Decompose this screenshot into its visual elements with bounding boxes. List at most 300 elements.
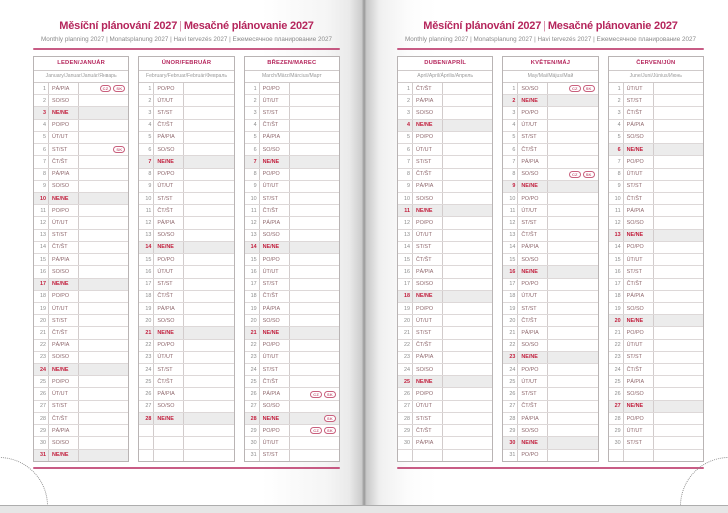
day-number: 28	[245, 413, 260, 424]
day-row	[34, 279, 128, 291]
notes-cell	[654, 376, 703, 387]
day-row	[503, 83, 597, 95]
day-weekday: ÚT/UT	[413, 144, 443, 155]
day-row	[34, 425, 128, 437]
day-row	[139, 376, 233, 388]
notes-cell	[443, 425, 492, 436]
day-row	[245, 266, 339, 278]
month-table	[502, 56, 598, 462]
day-row	[503, 413, 597, 425]
sk-holiday-badge-icon: SK	[583, 171, 595, 178]
day-row	[139, 205, 233, 217]
notes-cell	[79, 401, 128, 412]
notes-cell	[290, 95, 339, 106]
day-number: 18	[503, 291, 518, 302]
day-number: 29	[609, 425, 624, 436]
day-row	[139, 352, 233, 364]
day-number: 20	[34, 315, 49, 326]
day-weekday: ÚT/UT	[413, 230, 443, 241]
notes-cell	[654, 132, 703, 143]
notes-cell	[184, 340, 233, 351]
notes-cell	[548, 181, 597, 192]
day-weekday: ČT/ŠT	[260, 205, 290, 216]
day-row	[245, 83, 339, 95]
month-columns	[397, 56, 704, 462]
day-number: 2	[139, 95, 154, 106]
day-weekday: ÚT/UT	[518, 205, 548, 216]
day-weekday: PO/PO	[413, 132, 443, 143]
day-weekday: ÚT/UT	[49, 303, 79, 314]
day-weekday: NE/NE	[49, 107, 79, 118]
day-number: 3	[609, 107, 624, 118]
day-weekday: SO/SO	[518, 83, 548, 94]
notes-cell	[654, 364, 703, 375]
day-number: 20	[398, 315, 413, 326]
day-weekday: NE/NE	[49, 193, 79, 204]
day-weekday: ČT/ŠT	[49, 242, 79, 253]
notes-cell	[548, 327, 597, 338]
day-weekday: ST/ST	[624, 266, 654, 277]
day-number: 19	[503, 303, 518, 314]
day-row	[609, 169, 703, 181]
day-number: 22	[139, 340, 154, 351]
notes-cell	[548, 169, 597, 180]
day-weekday	[624, 450, 654, 461]
day-weekday: NE/NE	[413, 120, 443, 131]
day-row	[609, 425, 703, 437]
day-number: 3	[398, 107, 413, 118]
day-row	[398, 327, 492, 339]
day-weekday: SO/SO	[49, 95, 79, 106]
day-weekday: PÁ/PIA	[49, 83, 79, 94]
day-weekday: ST/ST	[518, 388, 548, 399]
day-number: 25	[245, 376, 260, 387]
day-row	[34, 132, 128, 144]
day-row	[398, 242, 492, 254]
day-row	[245, 144, 339, 156]
notes-cell	[654, 205, 703, 216]
day-row	[398, 352, 492, 364]
notes-cell	[184, 83, 233, 94]
title-separator: |	[179, 20, 182, 32]
day-weekday: SO/SO	[154, 315, 184, 326]
notes-cell	[290, 327, 339, 338]
day-row	[503, 303, 597, 315]
day-weekday: PÁ/PIA	[518, 413, 548, 424]
day-weekday: ÚT/UT	[624, 83, 654, 94]
notes-cell	[654, 413, 703, 424]
notes-cell	[290, 193, 339, 204]
day-number: 12	[245, 217, 260, 228]
day-number: 5	[503, 132, 518, 143]
day-number: 16	[139, 266, 154, 277]
day-number: 19	[609, 303, 624, 314]
day-number: 20	[609, 315, 624, 326]
day-number: 2	[245, 95, 260, 106]
day-weekday: PO/PO	[49, 291, 79, 302]
cz-holiday-badge-icon: CZ	[100, 85, 112, 92]
day-row	[245, 425, 339, 437]
page-bottom-edge	[0, 506, 728, 513]
notes-cell	[184, 413, 233, 424]
day-row	[398, 450, 492, 461]
day-weekday: ST/ST	[154, 107, 184, 118]
day-row	[609, 254, 703, 266]
sk-holiday-badge-icon: SK	[113, 146, 125, 153]
month-name: BŘEZEN/MAREC	[245, 57, 339, 71]
notes-cell	[443, 413, 492, 424]
day-weekday: PÁ/PIA	[518, 327, 548, 338]
day-row	[503, 132, 597, 144]
day-number: 24	[398, 364, 413, 375]
day-row	[398, 401, 492, 413]
month-grid	[609, 83, 703, 461]
day-number: 14	[139, 242, 154, 253]
day-weekday: ÚT/UT	[413, 401, 443, 412]
day-weekday: PO/PO	[49, 376, 79, 387]
day-number: 21	[398, 327, 413, 338]
notes-cell	[184, 120, 233, 131]
day-row	[34, 205, 128, 217]
day-number: 26	[503, 388, 518, 399]
day-weekday: PO/PO	[260, 254, 290, 265]
day-number: 29	[34, 425, 49, 436]
day-number: 14	[34, 242, 49, 253]
notes-cell	[548, 364, 597, 375]
day-row	[503, 193, 597, 205]
day-weekday: SO/SO	[49, 352, 79, 363]
day-row	[34, 413, 128, 425]
day-weekday: ÚT/UT	[154, 352, 184, 363]
notes-cell	[443, 388, 492, 399]
day-weekday: PÁ/PIA	[49, 169, 79, 180]
day-row	[503, 107, 597, 119]
day-row	[245, 169, 339, 181]
day-weekday: SO/SO	[49, 181, 79, 192]
notes-cell	[443, 303, 492, 314]
day-row	[245, 327, 339, 339]
day-weekday: NE/NE	[154, 413, 184, 424]
notes-cell	[184, 327, 233, 338]
day-number: 27	[609, 401, 624, 412]
day-weekday	[154, 425, 184, 436]
day-weekday: ST/ST	[624, 352, 654, 363]
cz-holiday-badge-icon: CZ	[569, 85, 581, 92]
notes-cell	[290, 425, 339, 436]
day-weekday: PO/PO	[260, 425, 290, 436]
day-number: 12	[609, 217, 624, 228]
notes-cell	[654, 303, 703, 314]
day-number: 17	[245, 279, 260, 290]
day-number: 6	[34, 144, 49, 155]
day-row	[609, 205, 703, 217]
day-weekday: ÚT/UT	[154, 95, 184, 106]
notes-cell	[184, 279, 233, 290]
day-number: 4	[139, 120, 154, 131]
notes-cell	[654, 217, 703, 228]
day-number: 6	[398, 144, 413, 155]
day-number: 22	[503, 340, 518, 351]
day-row	[139, 413, 233, 425]
notes-cell	[79, 291, 128, 302]
day-row	[398, 205, 492, 217]
day-number: 30	[34, 437, 49, 448]
sk-holiday-badge-icon: SK	[113, 85, 125, 92]
day-row	[609, 327, 703, 339]
day-weekday: PÁ/PIA	[624, 291, 654, 302]
day-row	[34, 95, 128, 107]
day-row	[398, 303, 492, 315]
notes-cell	[184, 144, 233, 155]
notes-cell	[443, 279, 492, 290]
day-row	[139, 156, 233, 168]
day-row	[34, 169, 128, 181]
day-number: 8	[609, 169, 624, 180]
notes-cell	[443, 107, 492, 118]
day-row	[609, 95, 703, 107]
day-row	[398, 364, 492, 376]
notes-cell	[654, 181, 703, 192]
day-row	[139, 450, 233, 461]
day-number: 18	[398, 291, 413, 302]
notes-cell	[184, 132, 233, 143]
sk-holiday-badge-icon: SK	[324, 391, 336, 398]
day-number: 11	[245, 205, 260, 216]
day-number: 18	[34, 291, 49, 302]
notes-cell	[654, 83, 703, 94]
day-row	[34, 327, 128, 339]
day-weekday: NE/NE	[260, 242, 290, 253]
day-row	[139, 132, 233, 144]
notes-cell	[548, 83, 597, 94]
notes-cell	[290, 169, 339, 180]
notes-cell	[443, 327, 492, 338]
day-row	[398, 437, 492, 449]
day-row	[245, 254, 339, 266]
day-number: 15	[245, 254, 260, 265]
day-row	[609, 266, 703, 278]
day-number: 4	[245, 120, 260, 131]
notes-cell	[79, 450, 128, 461]
day-number: 3	[139, 107, 154, 118]
notes-cell	[654, 266, 703, 277]
title-slovak: Mesačné plánovanie 2027	[183, 20, 314, 32]
notes-cell	[654, 156, 703, 167]
day-weekday: NE/NE	[49, 279, 79, 290]
day-row	[139, 242, 233, 254]
day-weekday: ČT/ŠT	[260, 291, 290, 302]
day-weekday: SO/SO	[413, 279, 443, 290]
day-number: 31	[245, 450, 260, 461]
notes-cell	[184, 376, 233, 387]
day-number: 21	[503, 327, 518, 338]
day-row	[139, 425, 233, 437]
day-weekday: ÚT/UT	[518, 120, 548, 131]
day-number: 28	[503, 413, 518, 424]
notes-cell	[443, 401, 492, 412]
day-weekday: PO/PO	[413, 217, 443, 228]
day-number: 25	[503, 376, 518, 387]
day-number: 7	[34, 156, 49, 167]
day-weekday: PÁ/PIA	[260, 303, 290, 314]
day-number: 30	[398, 437, 413, 448]
notes-cell	[548, 303, 597, 314]
day-number: 24	[34, 364, 49, 375]
notes-cell	[79, 181, 128, 192]
notes-cell	[290, 315, 339, 326]
day-number: 19	[398, 303, 413, 314]
notes-cell	[443, 364, 492, 375]
day-row	[609, 181, 703, 193]
day-row	[34, 83, 128, 95]
day-weekday: ÚT/UT	[260, 352, 290, 363]
page-subtitle: Monthly planning 2027 | Monatsplanung 2027 | Havi tervezés 2027 | Ежемесячное планирование 2027	[405, 36, 696, 43]
day-number: 26	[609, 388, 624, 399]
day-weekday: NE/NE	[413, 376, 443, 387]
day-weekday: PO/PO	[413, 303, 443, 314]
day-row	[139, 144, 233, 156]
day-weekday: SO/SO	[413, 107, 443, 118]
month-grid	[34, 83, 128, 461]
day-number: 18	[139, 291, 154, 302]
month-name: LEDEN/JANUÁR	[34, 57, 128, 71]
notes-cell	[290, 266, 339, 277]
day-row	[34, 107, 128, 119]
day-row	[503, 388, 597, 400]
day-number: 16	[609, 266, 624, 277]
day-number: 27	[503, 401, 518, 412]
month-name: ČERVEN/JÚN	[609, 57, 703, 71]
notes-cell	[184, 242, 233, 253]
day-weekday: SO/SO	[154, 144, 184, 155]
day-weekday: SO/SO	[154, 401, 184, 412]
day-row	[609, 376, 703, 388]
notes-cell	[290, 401, 339, 412]
title-czech: Měsíční plánování 2027	[423, 20, 542, 32]
notes-cell	[548, 144, 597, 155]
day-number: 7	[609, 156, 624, 167]
day-number: 3	[245, 107, 260, 118]
day-row	[34, 266, 128, 278]
notes-cell	[443, 254, 492, 265]
day-number: 20	[503, 315, 518, 326]
day-weekday: ST/ST	[624, 181, 654, 192]
day-number: 17	[503, 279, 518, 290]
notes-cell	[654, 340, 703, 351]
day-number: 9	[139, 181, 154, 192]
day-weekday: ÚT/UT	[260, 181, 290, 192]
day-weekday: SO/SO	[260, 401, 290, 412]
day-number: 24	[245, 364, 260, 375]
day-number: 26	[139, 388, 154, 399]
day-weekday: ÚT/UT	[49, 388, 79, 399]
day-row	[503, 217, 597, 229]
day-row	[139, 169, 233, 181]
notes-cell	[79, 242, 128, 253]
day-number: 13	[503, 230, 518, 241]
day-row	[503, 242, 597, 254]
day-number: 12	[503, 217, 518, 228]
notes-cell	[79, 413, 128, 424]
notes-cell	[654, 95, 703, 106]
notes-cell	[548, 450, 597, 461]
day-weekday: ČT/ŠT	[260, 376, 290, 387]
notes-cell	[443, 230, 492, 241]
day-number: 1	[398, 83, 413, 94]
day-number: 12	[139, 217, 154, 228]
notes-cell	[290, 437, 339, 448]
notes-cell	[443, 169, 492, 180]
day-weekday: ÚT/UT	[518, 291, 548, 302]
day-weekday: ST/ST	[49, 401, 79, 412]
day-weekday: ST/ST	[518, 303, 548, 314]
day-number: 16	[503, 266, 518, 277]
day-row	[139, 266, 233, 278]
day-row	[245, 413, 339, 425]
day-row	[398, 83, 492, 95]
day-weekday: PÁ/PIA	[49, 340, 79, 351]
day-number: 13	[398, 230, 413, 241]
day-weekday: NE/NE	[518, 181, 548, 192]
day-weekday: ÚT/UT	[624, 340, 654, 351]
day-number: 19	[139, 303, 154, 314]
notes-cell	[79, 425, 128, 436]
day-weekday: PO/PO	[49, 205, 79, 216]
day-row	[503, 181, 597, 193]
day-row	[503, 401, 597, 413]
notes-cell	[79, 169, 128, 180]
notes-cell	[79, 107, 128, 118]
notes-cell	[290, 107, 339, 118]
notes-cell	[290, 205, 339, 216]
day-weekday: PÁ/PIA	[413, 181, 443, 192]
day-row	[609, 156, 703, 168]
notes-cell	[654, 242, 703, 253]
day-weekday: PO/PO	[518, 450, 548, 461]
day-number	[139, 450, 154, 461]
day-row	[398, 181, 492, 193]
day-row	[245, 156, 339, 168]
day-weekday: NE/NE	[154, 156, 184, 167]
day-weekday: PÁ/PIA	[49, 254, 79, 265]
day-number: 28	[398, 413, 413, 424]
day-row	[34, 144, 128, 156]
notes-cell	[290, 242, 339, 253]
day-weekday: ČT/ŠT	[154, 376, 184, 387]
day-number: 5	[245, 132, 260, 143]
title-czech: Měsíční plánování 2027	[59, 20, 178, 32]
notes-cell	[290, 254, 339, 265]
day-weekday: PO/PO	[260, 169, 290, 180]
day-weekday: ST/ST	[624, 95, 654, 106]
day-row	[139, 230, 233, 242]
notes-cell	[79, 132, 128, 143]
day-row	[34, 254, 128, 266]
month-grid	[398, 83, 492, 461]
month-name: DUBEN/APRÍL	[398, 57, 492, 71]
notes-cell	[654, 437, 703, 448]
day-weekday: ČT/ŠT	[154, 291, 184, 302]
day-row	[245, 388, 339, 400]
day-weekday: ÚT/UT	[154, 266, 184, 277]
day-weekday: ČT/ŠT	[49, 156, 79, 167]
day-number: 27	[245, 401, 260, 412]
day-number: 9	[245, 181, 260, 192]
day-number: 28	[34, 413, 49, 424]
notes-cell	[290, 230, 339, 241]
day-number: 13	[609, 230, 624, 241]
day-row	[609, 279, 703, 291]
